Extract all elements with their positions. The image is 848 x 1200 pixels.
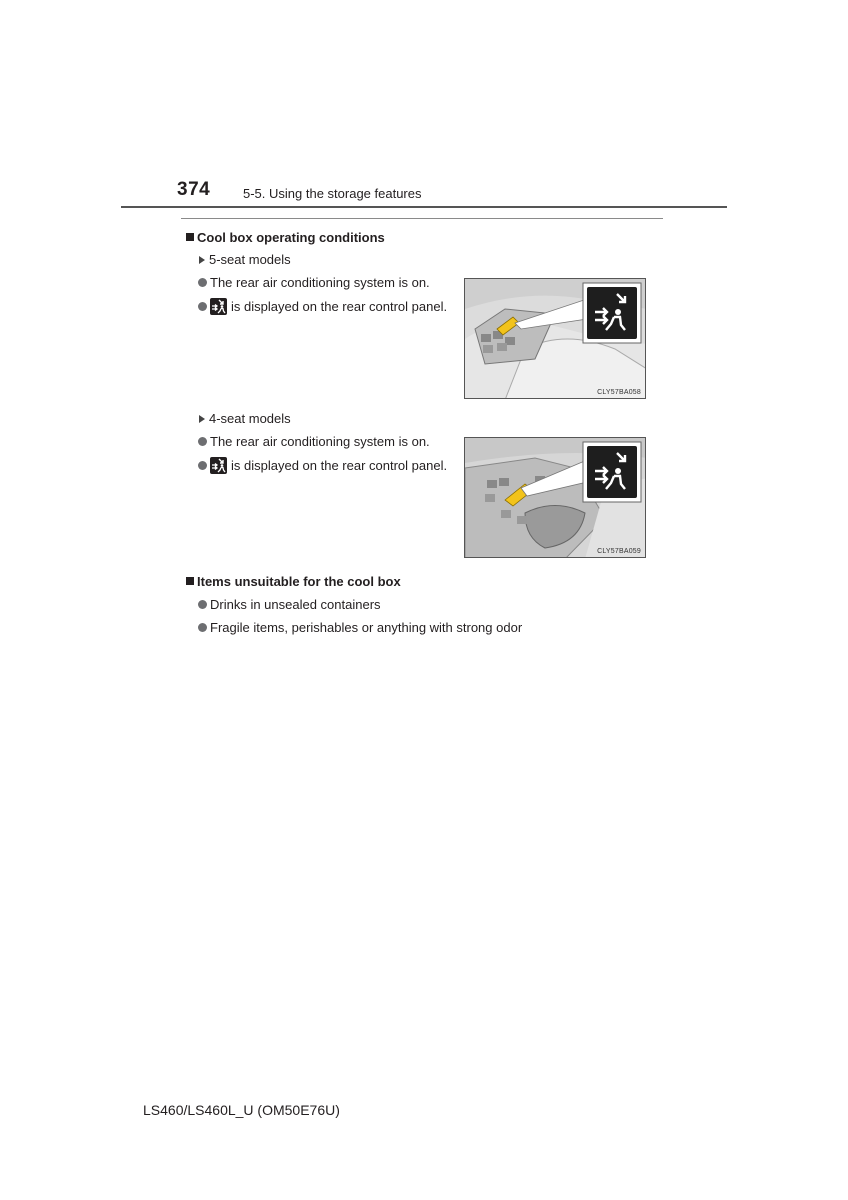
round-bullet-icon <box>198 278 207 287</box>
header-divider <box>121 206 727 208</box>
list-item <box>198 457 447 474</box>
heading-text: Cool box operating conditions <box>197 230 385 245</box>
unsuitable-items-heading <box>186 574 401 589</box>
section-title: 5-5. Using the storage features <box>243 186 422 201</box>
round-bullet-icon <box>198 461 207 470</box>
heading-text: Items unsuitable for the cool box <box>197 574 401 589</box>
model-label-text: 5-seat models <box>209 252 291 267</box>
model-label-5-seat <box>199 252 291 267</box>
square-bullet-icon <box>186 233 194 241</box>
list-item-text: is displayed on the rear control panel. <box>231 299 448 314</box>
list-item-text: The rear air conditioning system is on. <box>210 275 430 290</box>
header-subdivider <box>181 218 663 219</box>
list-item <box>198 597 381 612</box>
square-bullet-icon <box>186 577 194 585</box>
list-item-text: The rear air conditioning system is on. <box>210 434 430 449</box>
list-item-text: Drinks in unsealed containers <box>210 597 381 612</box>
rear-ac-airflow-icon <box>210 457 227 474</box>
list-item-text: Fragile items, perishables or anything with strong odor <box>210 620 523 635</box>
list-item <box>198 275 430 290</box>
figure-5-seat-rear-control-panel <box>464 278 646 399</box>
model-label-text: 4-seat models <box>209 411 291 426</box>
round-bullet-icon <box>198 437 207 446</box>
list-item <box>198 620 522 635</box>
list-item <box>198 298 447 315</box>
footer-model-code: LS460/LS460L_U (OM50E76U) <box>143 1102 340 1118</box>
round-bullet-icon <box>198 600 207 609</box>
figure-code: CLY57BA059 <box>597 548 641 555</box>
figure-code: CLY57BA058 <box>597 389 641 396</box>
model-label-4-seat <box>199 411 291 426</box>
figure-4-seat-rear-control-panel <box>464 437 646 558</box>
triangle-bullet-icon <box>199 256 205 264</box>
round-bullet-icon <box>198 302 207 311</box>
list-item-text: is displayed on the rear control panel. <box>231 458 448 473</box>
rear-ac-airflow-icon <box>210 298 227 315</box>
triangle-bullet-icon <box>199 415 205 423</box>
cool-box-conditions-heading <box>186 230 385 245</box>
list-item <box>198 434 430 449</box>
round-bullet-icon <box>198 623 207 632</box>
page-number: 374 <box>177 179 211 200</box>
